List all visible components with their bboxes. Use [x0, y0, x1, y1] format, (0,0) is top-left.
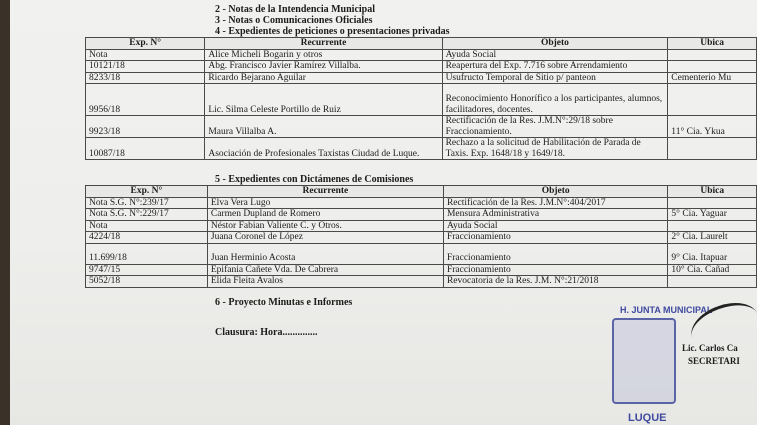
header-recurrente: Recurrente: [205, 38, 442, 50]
cell-recurrente: Abg. Francisco Javier Ramírez Villalba.: [205, 61, 442, 73]
signatory-role: SECRETARI: [688, 356, 740, 366]
cell-exp: Nota S.G. N°:239/17: [86, 197, 208, 209]
heading-proyecto-minutas: 6 - Proyecto Minutas e Informes: [215, 297, 353, 308]
cell-recurrente: Asociación de Profesionales Taxistas Ciudad de Luque.: [205, 138, 442, 160]
cell-objeto: Revocatoria de la Res. J.M. N°:21/2018: [443, 276, 667, 288]
cell-ubicacion: 5° Cia. Yaguar: [668, 209, 757, 221]
cell-objeto: Fraccionamiento: [443, 264, 667, 276]
stamp-city: LUQUE: [628, 412, 667, 424]
cell-recurrente: Ricardo Bejarano Aguilar: [205, 72, 442, 84]
table-row: [86, 220, 757, 232]
heading-notas-oficiales: 3 - Notas o Comunicaciones Oficiales: [215, 15, 373, 26]
stamp-heading: H. JUNTA MUNICIPAL: [620, 305, 713, 315]
cell-objeto: Ayuda Social: [443, 220, 667, 232]
cell-exp: Nota: [86, 49, 205, 61]
cell-exp: 4224/18: [86, 232, 208, 244]
header-ubicacion: Ubica: [668, 38, 757, 50]
cell-recurrente: Elida Fleita Avalos: [207, 276, 443, 288]
table-expedientes-peticiones: [85, 37, 757, 160]
cell-objeto: Rectificación de la Res. J.M.N°:404/2017: [443, 197, 667, 209]
cell-objeto: Rechazo a la solicitud de Habilitación de Parada de Taxis. Exp. 1648/18 y 1649/18.: [442, 138, 668, 160]
cell-exp: 5052/18: [86, 276, 208, 288]
cell-recurrente: Juan Herminio Acosta: [207, 243, 443, 264]
cell-recurrente: Maura Villalba A.: [205, 116, 442, 138]
cell-ubicacion: 10° Cia. Cañad: [668, 264, 757, 276]
cell-ubicacion: [668, 220, 757, 232]
cell-ubicacion: [668, 84, 757, 116]
header-ubicacion: Ubica: [668, 186, 757, 198]
heading-expedientes-peticiones: 4 - Expedientes de peticiones o presentaciones privadas: [215, 26, 450, 37]
cell-exp: 10087/18: [86, 138, 205, 160]
cell-objeto: Reconocimiento Honorífico a los participantes, alumnos, facilitadores, docentes.: [442, 84, 668, 116]
cell-exp: 8233/18: [86, 72, 205, 84]
signatory-name: Lic. Carlos Ca: [682, 343, 738, 353]
municipal-seal-icon: [612, 318, 676, 404]
cell-ubicacion: [668, 276, 757, 288]
table-row: [86, 243, 757, 264]
header-exp: Exp. N°: [86, 38, 205, 50]
cell-objeto: Rectificación de la Res. J.M.N°:29/18 sobre Fraccionamiento.: [442, 116, 668, 138]
cell-recurrente: Néstor Fabian Valiente C. y Otros.: [207, 220, 443, 232]
cell-ubicacion: [668, 197, 757, 209]
cell-exp: 10121/18: [86, 61, 205, 73]
cell-exp: 11.699/18: [86, 243, 208, 264]
table-row: [86, 232, 757, 244]
cell-ubicacion: Cementerio Mu: [668, 72, 757, 84]
cell-recurrente: Elva Vera Lugo: [207, 197, 443, 209]
closing-time: Clausura: Hora..............: [215, 327, 318, 338]
cell-ubicacion: [668, 138, 757, 160]
cell-objeto: Reapertura del Exp. 7.716 sobre Arrendamiento: [442, 61, 668, 73]
cell-exp: 9923/18: [86, 116, 205, 138]
table-row: [86, 72, 757, 84]
cell-recurrente: Epifania Cañete Vda. De Cabrera: [207, 264, 443, 276]
cell-ubicacion: 2° Cia. Laurelt: [668, 232, 757, 244]
table-row: [86, 49, 757, 61]
cell-ubicacion: [668, 49, 757, 61]
cell-recurrente: Lic. Silma Celeste Portillo de Ruiz: [205, 84, 442, 116]
header-objeto: Objeto: [443, 186, 667, 198]
cell-exp: 9956/18: [86, 84, 205, 116]
table-row: [86, 264, 757, 276]
table-row: [86, 276, 757, 288]
cell-exp: 9747/15: [86, 264, 208, 276]
cell-objeto: Mensura Administrativa: [443, 209, 667, 221]
table-row: [86, 209, 757, 221]
cell-objeto: Fraccionamiento: [443, 243, 667, 264]
cell-objeto: Fraccionamiento: [443, 232, 667, 244]
table-row: [86, 84, 757, 116]
table-row: [86, 197, 757, 209]
header-recurrente: Recurrente: [207, 186, 443, 198]
table-row: [86, 116, 757, 138]
table-header-row: [86, 186, 757, 198]
header-objeto: Objeto: [442, 38, 668, 50]
table-row: [86, 61, 757, 73]
table-row: [86, 138, 757, 160]
header-exp: Exp. N°: [86, 186, 208, 198]
heading-notas-intendencia: 2 - Notas de la Intendencia Municipal: [215, 4, 376, 15]
cell-ubicacion: 9° Cia. Itapuar: [668, 243, 757, 264]
cell-recurrente: Alice Micheli Bogarin y otros: [205, 49, 442, 61]
cell-recurrente: Carmen Dupland de Romero: [207, 209, 443, 221]
cell-recurrente: Juana Coronel de López: [207, 232, 443, 244]
cell-ubicacion: 11° Cia. Ykua: [668, 116, 757, 138]
cell-ubicacion: [668, 61, 757, 73]
cell-objeto: Ayuda Social: [442, 49, 668, 61]
cell-objeto: Usufructo Temporal de Sitio p/ panteon: [442, 72, 668, 84]
table-expedientes-dictamenes: [85, 185, 757, 288]
table-header-row: [86, 38, 757, 50]
cell-exp: Nota: [86, 220, 208, 232]
cell-exp: Nota S.G. N°:229/17: [86, 209, 208, 221]
heading-expedientes-dictamenes: 5 - Expedientes con Dictámenes de Comisiones: [215, 174, 414, 185]
